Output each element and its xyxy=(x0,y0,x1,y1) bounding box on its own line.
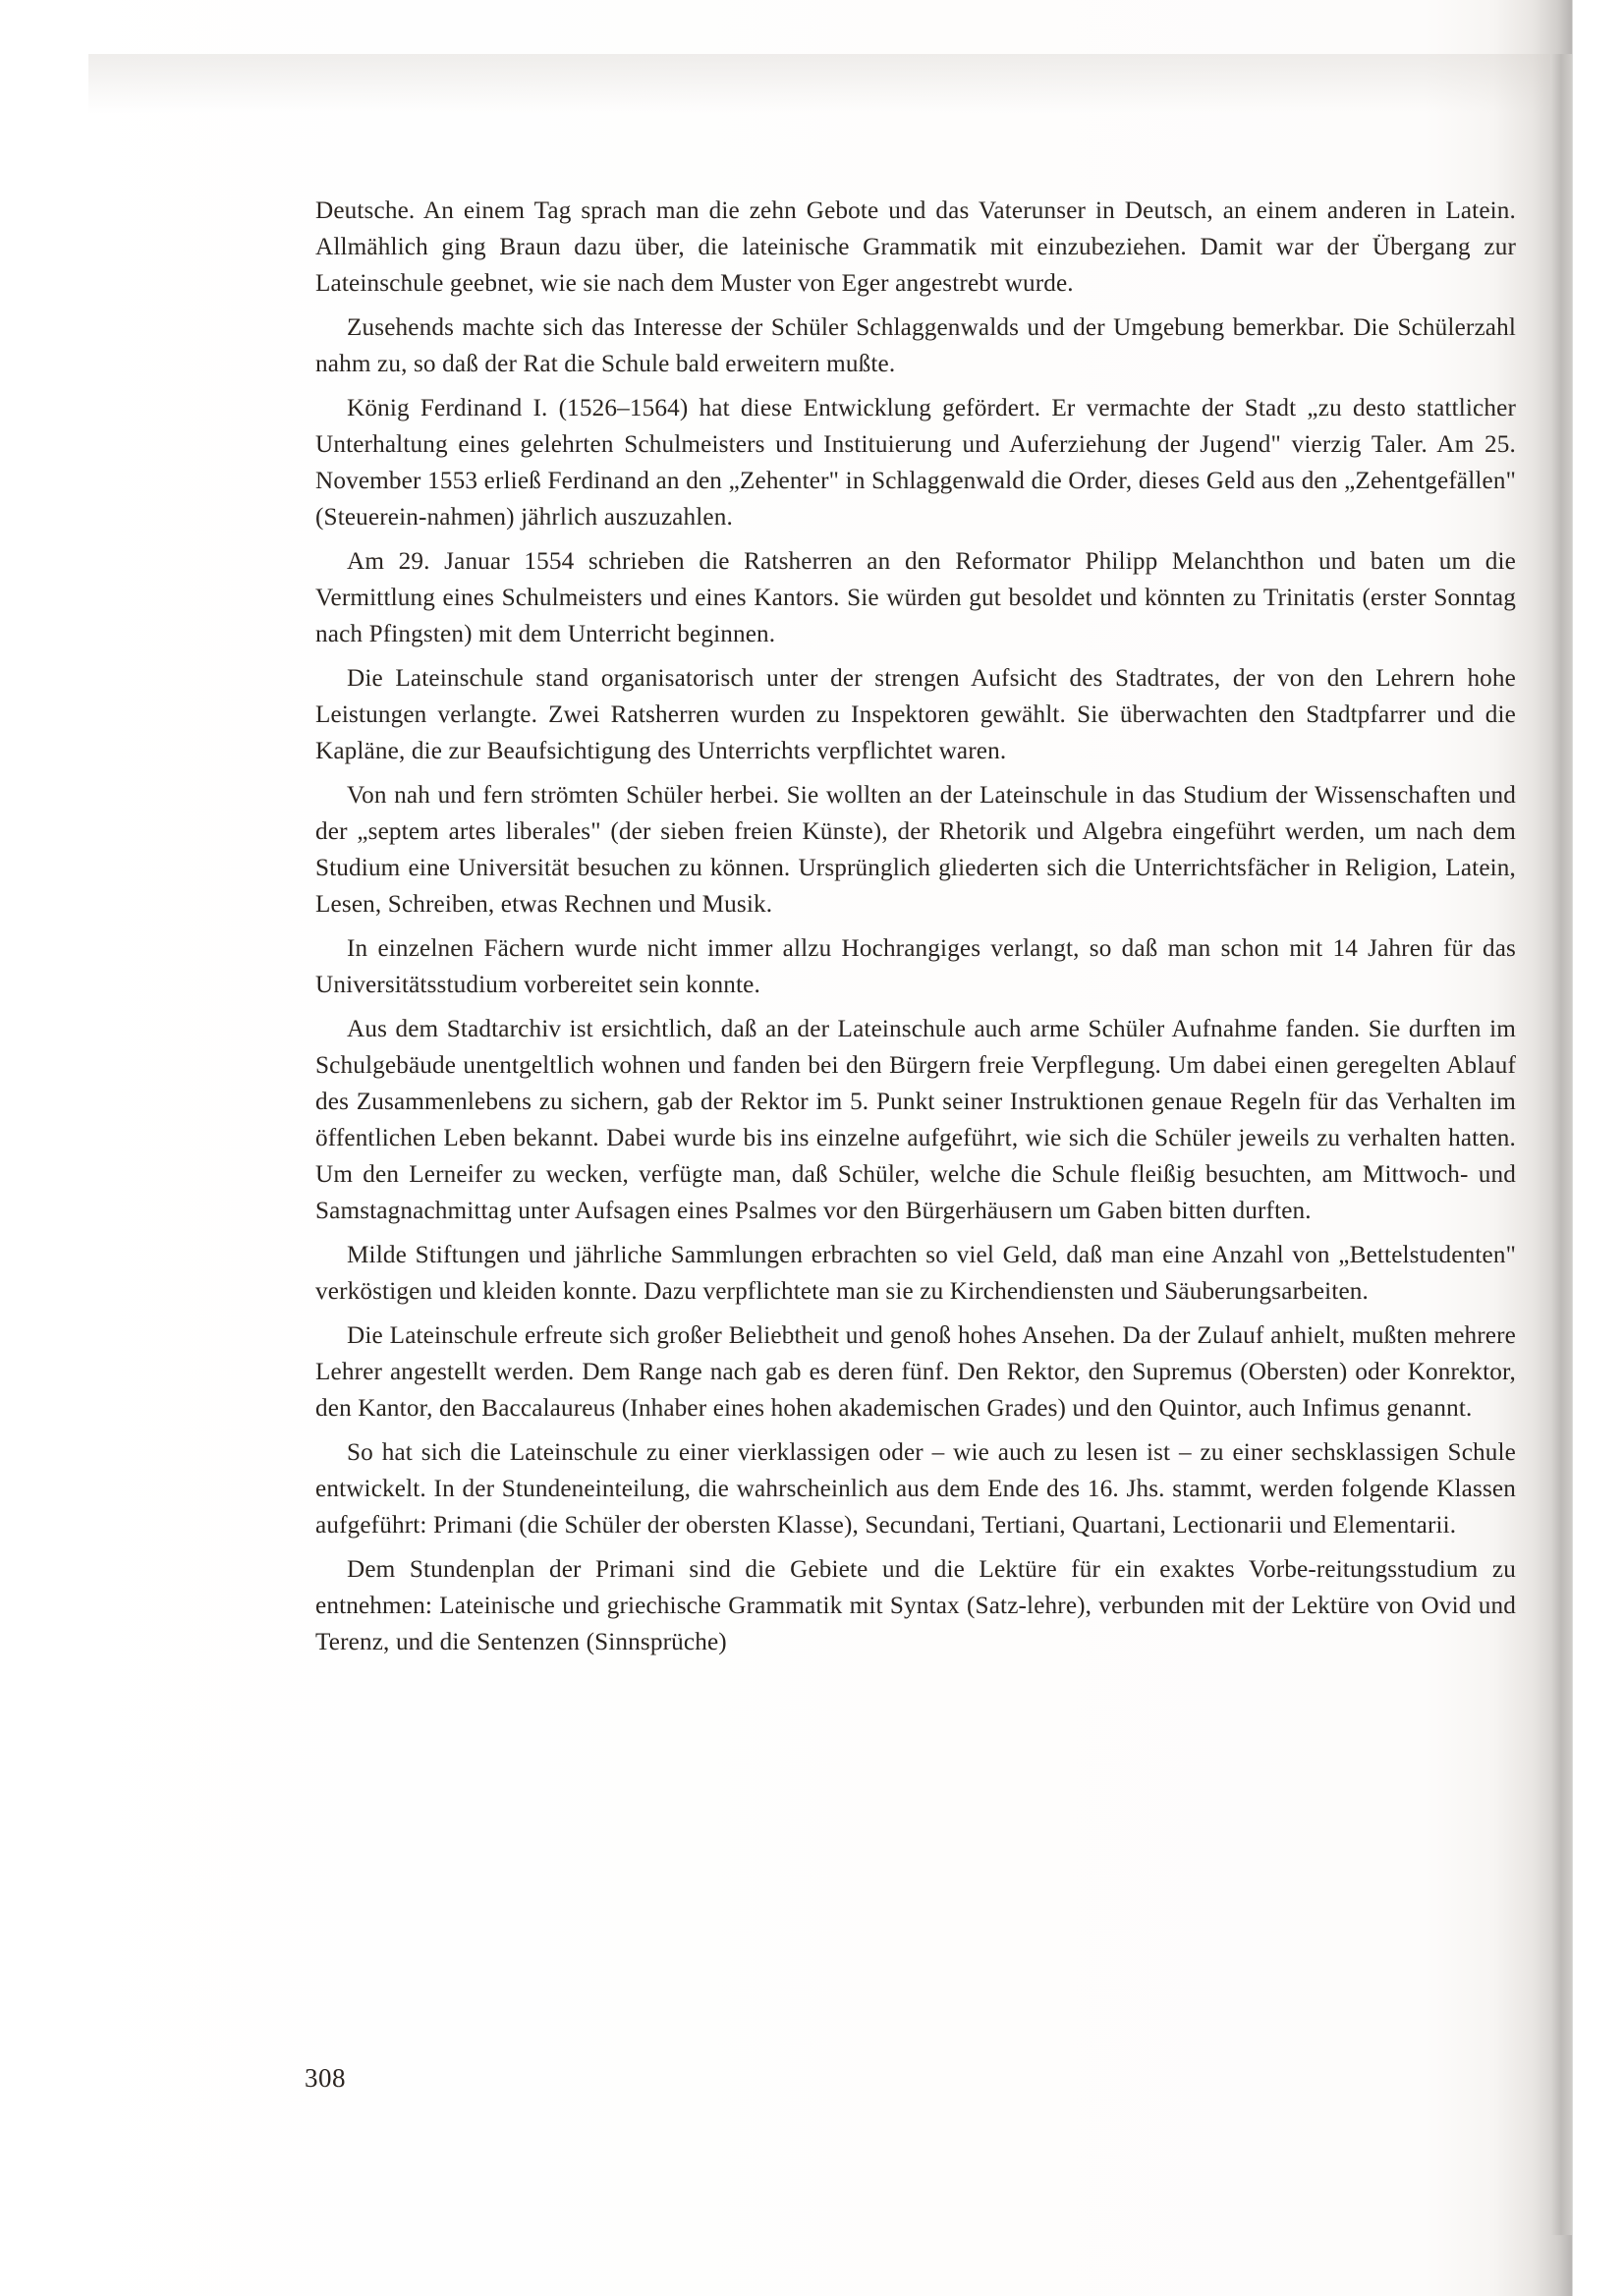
paragraph: In einzelnen Fächern wurde nicht immer allzu Hochrangiges verlangt, so daß man schon mit 14 Jahren für das Universitätsstudium vorbereitet sein konnte. xyxy=(315,935,1516,998)
paragraph: Dem Stundenplan der Primani sind die Gebiete und die Lektüre für ein exaktes Vorbe-reitungsstudium zu entnehmen: Lateinische und griechische Grammatik mit Syntax (Satz-lehre), verbunden mit der Lektüre von Ovid und Terenz, und die Sentenzen (Sinnsprüche) xyxy=(315,1556,1516,1655)
paragraph: Zusehends machte sich das Interesse der Schüler Schlaggenwalds und der Umgebung bemerkbar. Die Schülerzahl nahm zu, so daß der Rat die Schule bald erweitern mußte. xyxy=(315,314,1516,377)
body-text xyxy=(315,193,1516,1668)
book-gutter-shadow xyxy=(1550,54,1572,2235)
paragraph: Milde Stiftungen und jährliche Sammlungen erbrachten so viel Geld, daß man eine Anzahl von „Bettelstudenten" verköstigen und kleiden konnte. Dazu verpflichtete man sie zu Kirchendiensten und Säuberungsarbeiten. xyxy=(315,1242,1516,1305)
paragraph: Deutsche. An einem Tag sprach man die zehn Gebote und das Vaterunser in Deutsch, an einem anderen in Latein. Allmählich ging Braun dazu über, die lateinische Grammatik mit einzubeziehen. Damit war der Übergang zur Lateinschule geebnet, wie sie nach dem Muster von Eger angestrebt wurde. xyxy=(315,197,1516,297)
scan-top-shadow xyxy=(88,54,1562,113)
paragraph: Die Lateinschule erfreute sich großer Beliebtheit und genoß hohes Ansehen. Da der Zulauf anhielt, mußten mehrere Lehrer angestellt werden. Dem Range nach gab es deren fünf. Den Rektor, den Supremus (Obersten) oder Konrektor, den Kantor, den Baccalaureus (Inhaber eines hohen akademischen Grades) und den Quintor, auch Infimus genannt. xyxy=(315,1322,1516,1422)
paragraph: König Ferdinand I. (1526–1564) hat diese Entwicklung gefördert. Er vermachte der Stadt „zu desto stattlicher Unterhaltung eines gelehrten Schulmeisters und Instituierung und Auferziehung der Jugend" vierzig Taler. Am 25. November 1553 erließ Ferdinand an den „Zehenter" in Schlaggenwald die Order, dieses Geld aus den „Zehentgefällen" (Steuerein-nahmen) jährlich auszuzahlen. xyxy=(315,395,1516,531)
paragraph: Von nah und fern strömten Schüler herbei. Sie wollten an der Lateinschule in das Studium der Wissenschaften und der „septem artes liberales" (der sieben freien Künste), der Rhetorik und Algebra eingeführt werden, um nach dem Studium eine Universität besuchen zu können. Ursprünglich gliederten sich die Unterrichtsfächer in Religion, Latein, Lesen, Schreiben, etwas Rechnen und Musik. xyxy=(315,782,1516,918)
paragraph: So hat sich die Lateinschule zu einer vierklassigen oder – wie auch zu lesen ist – zu einer sechsklassigen Schule entwickelt. In der Stundeneinteilung, die wahrscheinlich aus dem Ende des 16. Jhs. stammt, werden folgende Klassen aufgeführt: Primani (die Schüler der obersten Klasse), Secundani, Tertiani, Quartani, Lectionarii und Elementarii. xyxy=(315,1439,1516,1539)
paragraph: Aus dem Stadtarchiv ist ersichtlich, daß an der Lateinschule auch arme Schüler Aufnahme fanden. Sie durften im Schulgebäude unentgeltlich wohnen und fanden bei den Bürgern freie Verpflegung. Um dabei einen geregelten Ablauf des Zusammenlebens zu sichern, gab der Rektor im 5. Punkt seiner Instruktionen genaue Regeln für das Verhalten im öffentlichen Leben bekannt. Dabei wurde bis ins einzelne aufgeführt, wie sich die Schüler jeweils zu verhalten hatten. Um den Lerneifer zu wecken, verfügte man, daß Schüler, welche die Schule fleißig besuchten, am Mittwoch- und Samstagnachmittag unter Aufsagen eines Psalmes vor den Bürgerhäusern um Gaben bitten durften. xyxy=(315,1016,1516,1224)
paragraph: Am 29. Januar 1554 schrieben die Ratsherren an den Reformator Philipp Melanchthon und baten um die Vermittlung eines Schulmeisters und eines Kantors. Sie würden gut besoldet und könnten zu Trinitatis (erster Sonntag nach Pfingsten) mit dem Unterricht beginnen. xyxy=(315,548,1516,647)
page-number: 308 xyxy=(305,2063,346,2093)
paragraph: Die Lateinschule stand organisatorisch unter der strengen Aufsicht des Stadtrates, der von den Lehrern hohe Leistungen verlangte. Zwei Ratsherren wurden zu Inspektoren gewählt. Sie überwachten den Stadtpfarrer und die Kapläne, die zur Beaufsichtigung des Unterrichts verpflichtet waren. xyxy=(315,665,1516,764)
